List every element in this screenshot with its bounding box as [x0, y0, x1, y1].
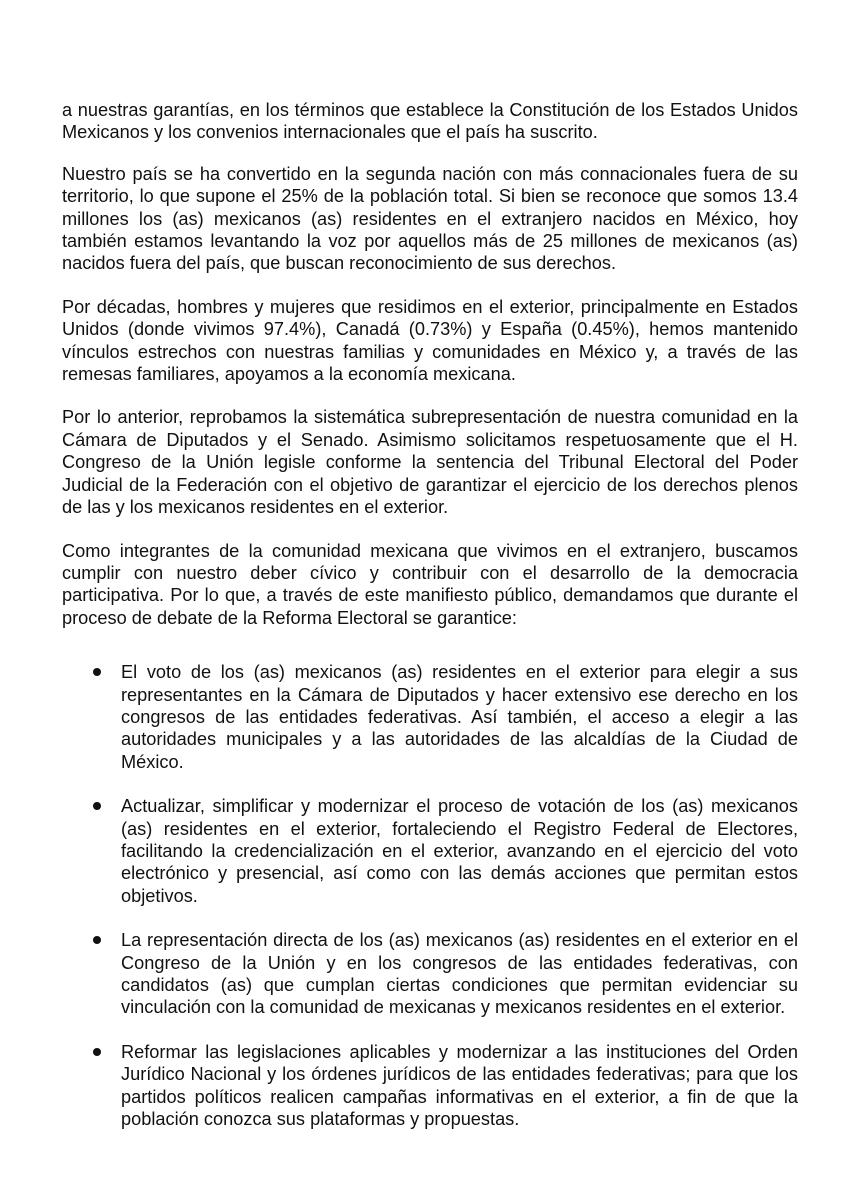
bullet-icon — [93, 936, 101, 944]
list-item — [62, 1041, 798, 1131]
paragraph-decades-abroad: Por décadas, hombres y mujeres que residimos en el exterior, principalmente en Estados Unidos (donde vivimos 97.4%), Canadá (0.73%) y España (0.45%), hemos mantenido vínculos estrechos con nuestras familias y comunidades en México y, a través de las remesas familiares, apoyamos a la economía mexicana. — [62, 296, 798, 385]
paragraph-underrepresentation: Por lo anterior, reprobamos la sistemática subrepresentación de nuestra comunidad en la Cámara de Diputados y el Senado. Asimismo solicitamos respetuosamente que el H. Congreso de la Unión legisle conforme la sentencia del Tribunal Electoral del Poder Judicial de la Federación con el objetivo de garantizar el ejercicio de los derechos plenos de las y los mexicanos residentes en el exterior. — [62, 407, 798, 518]
paragraph-second-nation: Nuestro país se ha convertido en la segunda nación con más connacionales fuera de su territorio, lo que supone el 25% de la población total. Si bien se reconoce que somos 13.4 millones los (as) mexicanos (as) residentes en el extranjero nacidos en México, hoy también estamos levantando la voz por aquellos más de 25 millones de mexicanos (as) nacidos fuera del país, que buscan reconocimiento de sus derechos. — [62, 163, 798, 274]
list-item-text: Actualizar, simplificar y modernizar el proceso de votación de los (as) mexicanos (as) residentes en el exterior, fortaleciendo el Registro Federal de Electores, facilitando la credencialización en el exterior, avanzando en el ejercicio del voto electrónico y presencial, así como con las demás acciones que permitan estos objetivos. — [121, 796, 798, 906]
list-item — [62, 929, 798, 1019]
list-item — [62, 661, 798, 773]
paragraph-guarantees: a nuestras garantías, en los términos que establece la Constitución de los Estados Unidos Mexicanos y los convenios internacionales que el país ha suscrito. — [62, 100, 798, 143]
list-item-text: Reformar las legislaciones aplicables y modernizar a las instituciones del Orden Jurídico Nacional y los órdenes jurídicos de las entidades federativas; para que los partidos políticos realicen campañas informativas en el exterior, a fin de que la población conozca sus plataformas y propuestas. — [121, 1041, 798, 1130]
bullet-icon — [93, 1048, 101, 1056]
list-item-text: La representación directa de los (as) mexicanos (as) residentes en el exterior en el Congreso de la Unión y en los congresos de las entidades federativas, con candidatos (as) que cumplan ciertas condiciones que permitan evidenciar su vinculación con la comunidad de mexicanas y mexicanos residentes en el exterior. — [121, 930, 798, 1018]
bullet-icon — [93, 802, 101, 810]
demands-list — [62, 661, 798, 1130]
list-item-text: El voto de los (as) mexicanos (as) residentes en el exterior para elegir a sus representantes en la Cámara de Diputados y hacer extensivo ese derecho en los congresos de las entidades federativas. Así también, el acceso a elegir a las autoridades municipales y a las autoridades de las alcaldías de la Ciudad de México. — [121, 662, 798, 772]
document-page — [62, 99, 798, 1152]
bullet-icon — [93, 668, 101, 676]
list-item — [62, 795, 798, 907]
paragraph-manifesto-demands: Como integrantes de la comunidad mexicana que vivimos en el extranjero, buscamos cumplir con nuestro deber cívico y contribuir con el desarrollo de la democracia participativa. Por lo que, a través de este manifiesto público, demandamos que durante el proceso de debate de la Reforma Electoral se garantice: — [62, 540, 798, 628]
